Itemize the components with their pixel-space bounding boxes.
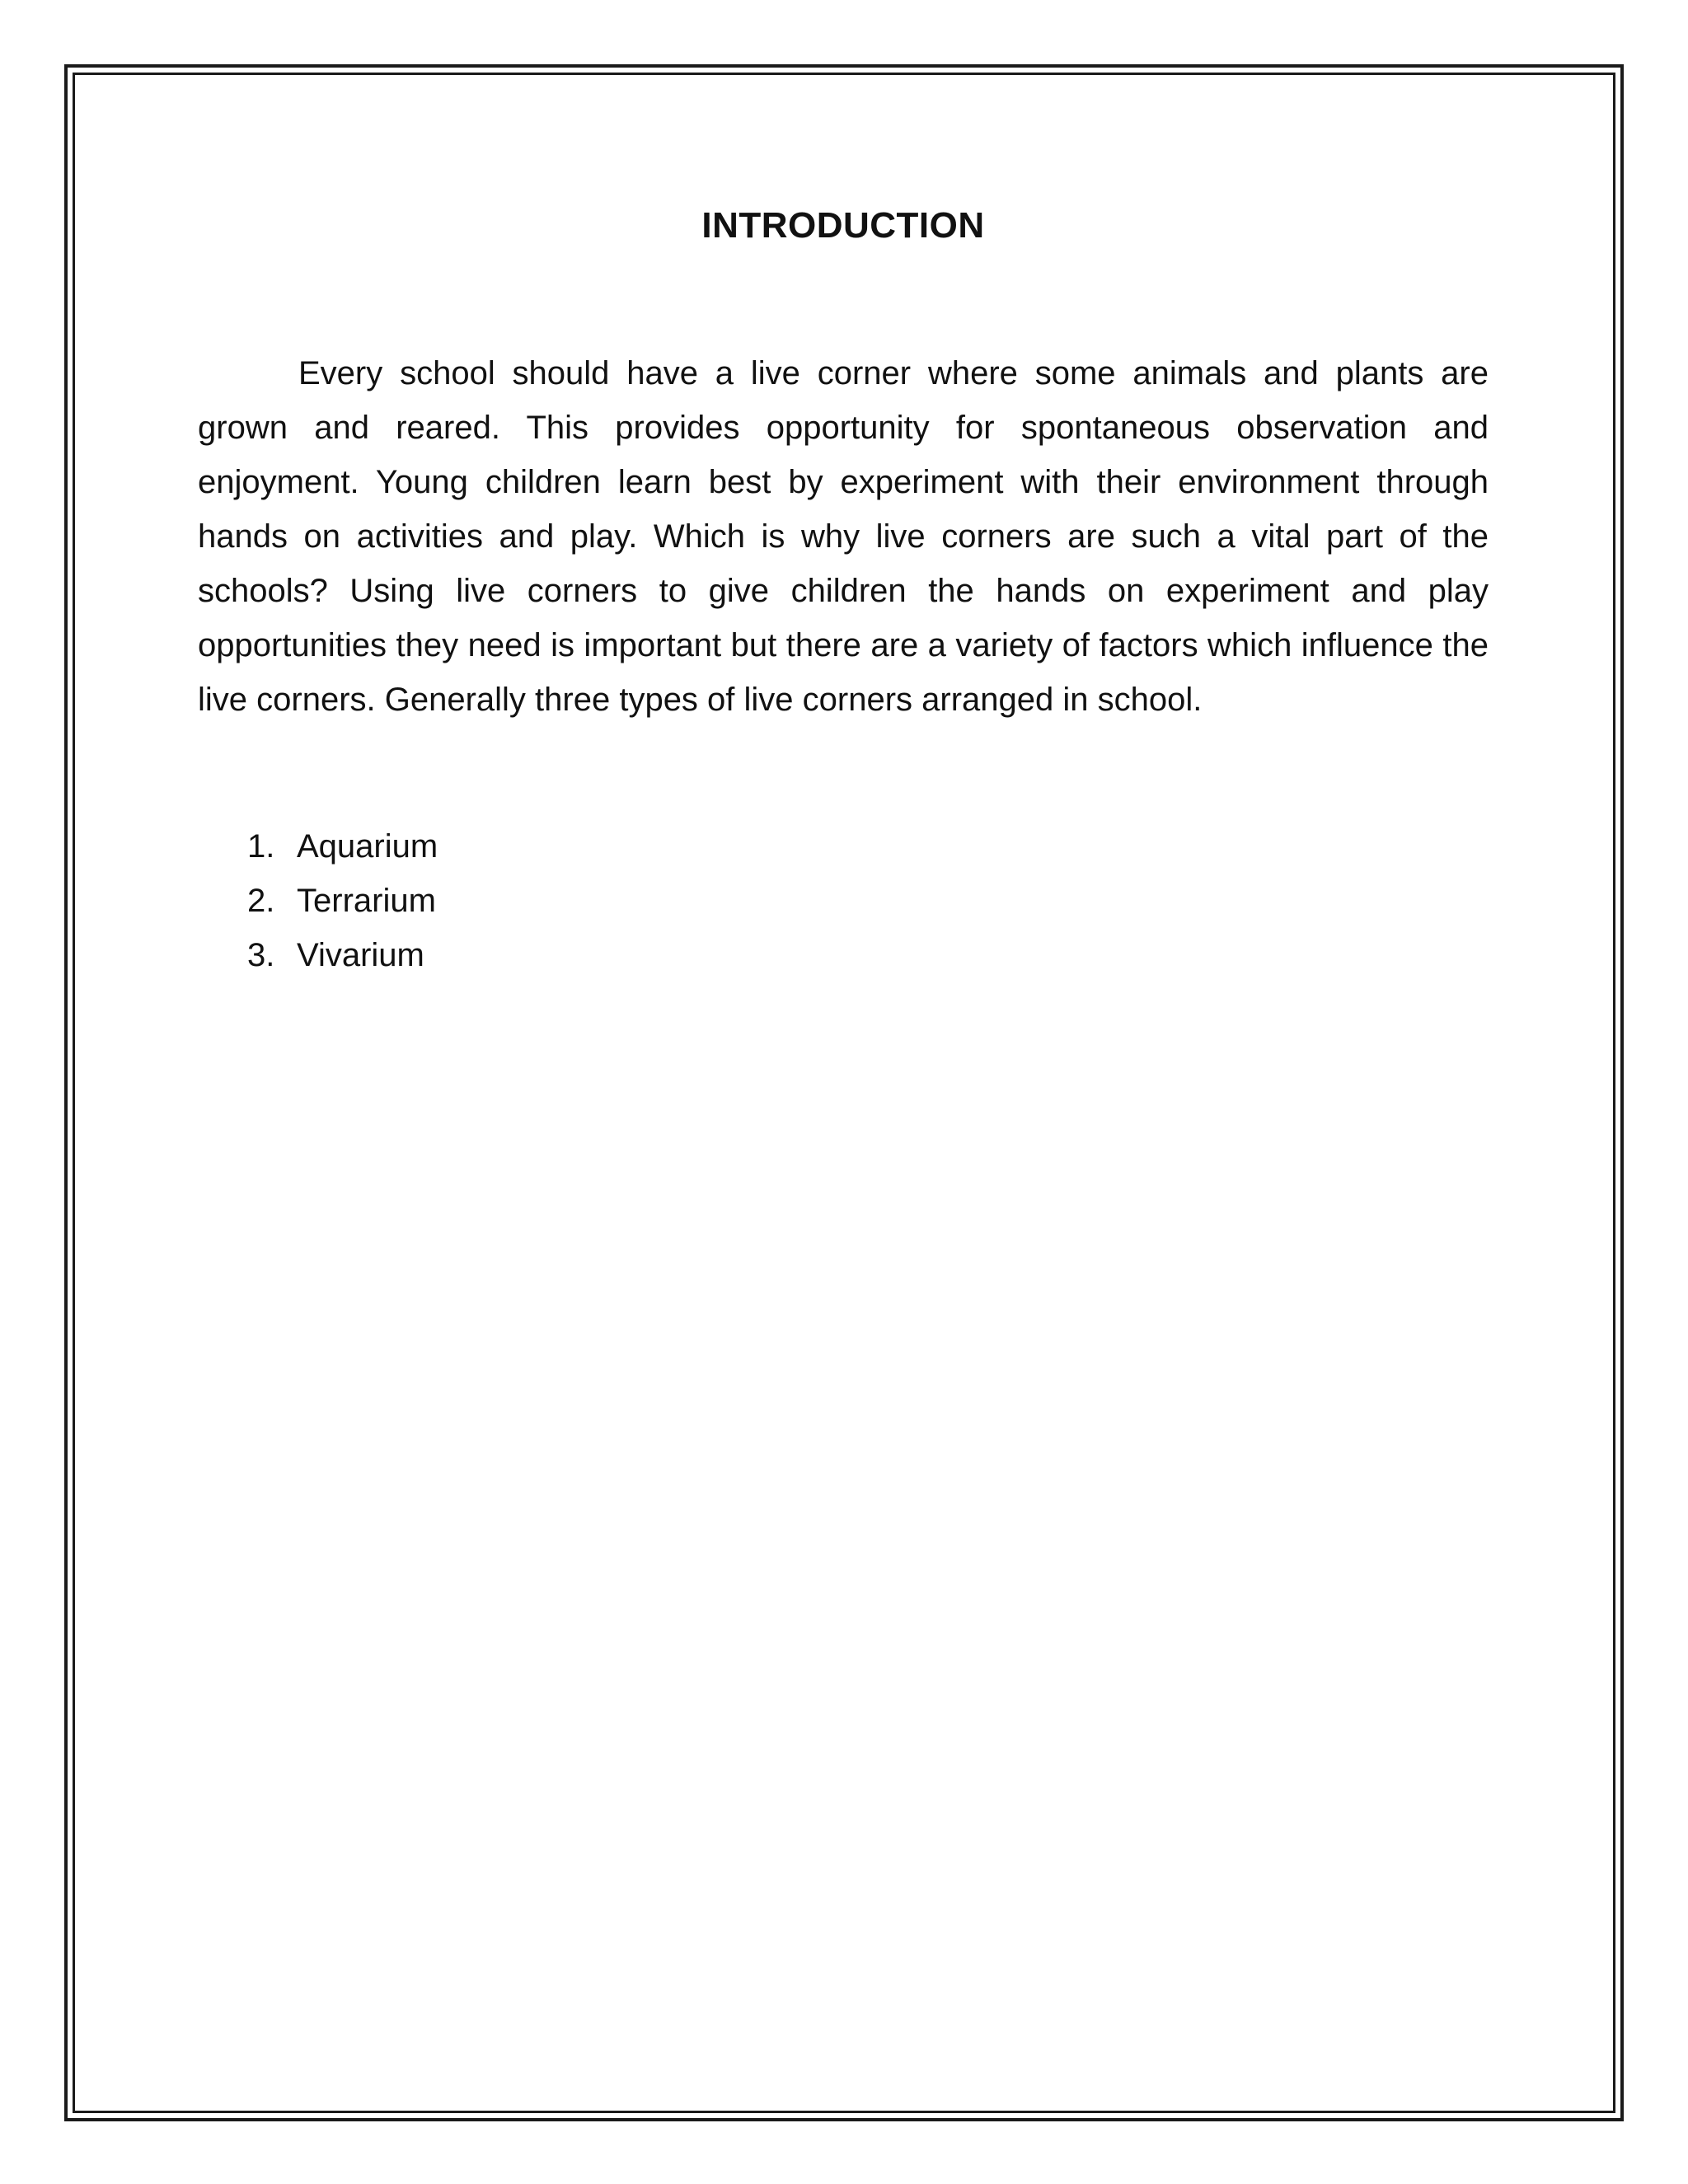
list-item-label: Vivarium [297, 937, 424, 973]
list-item [198, 819, 1489, 874]
list-item-label: Terrarium [297, 883, 436, 919]
page-title: INTRODUCTION [701, 205, 985, 246]
intro-paragraph: Every school should have a live corner where some animals and plants are grown and reared. This provides opportunity for spontaneous observation and enjoyment. Young children learn best by experiment with their environment through hands on activities and play. Which is why live corners are such a vital part of the schools? Using live corners to give children the hands on experiment and play opportunities they need is important but there are a variety of factors which influence the live corners. Generally three types of live corners arranged in school. [198, 355, 1489, 718]
list-item-number: 1. [247, 828, 275, 865]
list-item [198, 928, 1489, 982]
list-item-number: 3. [247, 937, 275, 973]
list-item-number: 2. [247, 883, 275, 919]
list-item [198, 874, 1489, 928]
page-content [198, 191, 1489, 982]
live-corner-types-list [198, 819, 1489, 982]
list-item-label: Aquarium [297, 828, 438, 865]
